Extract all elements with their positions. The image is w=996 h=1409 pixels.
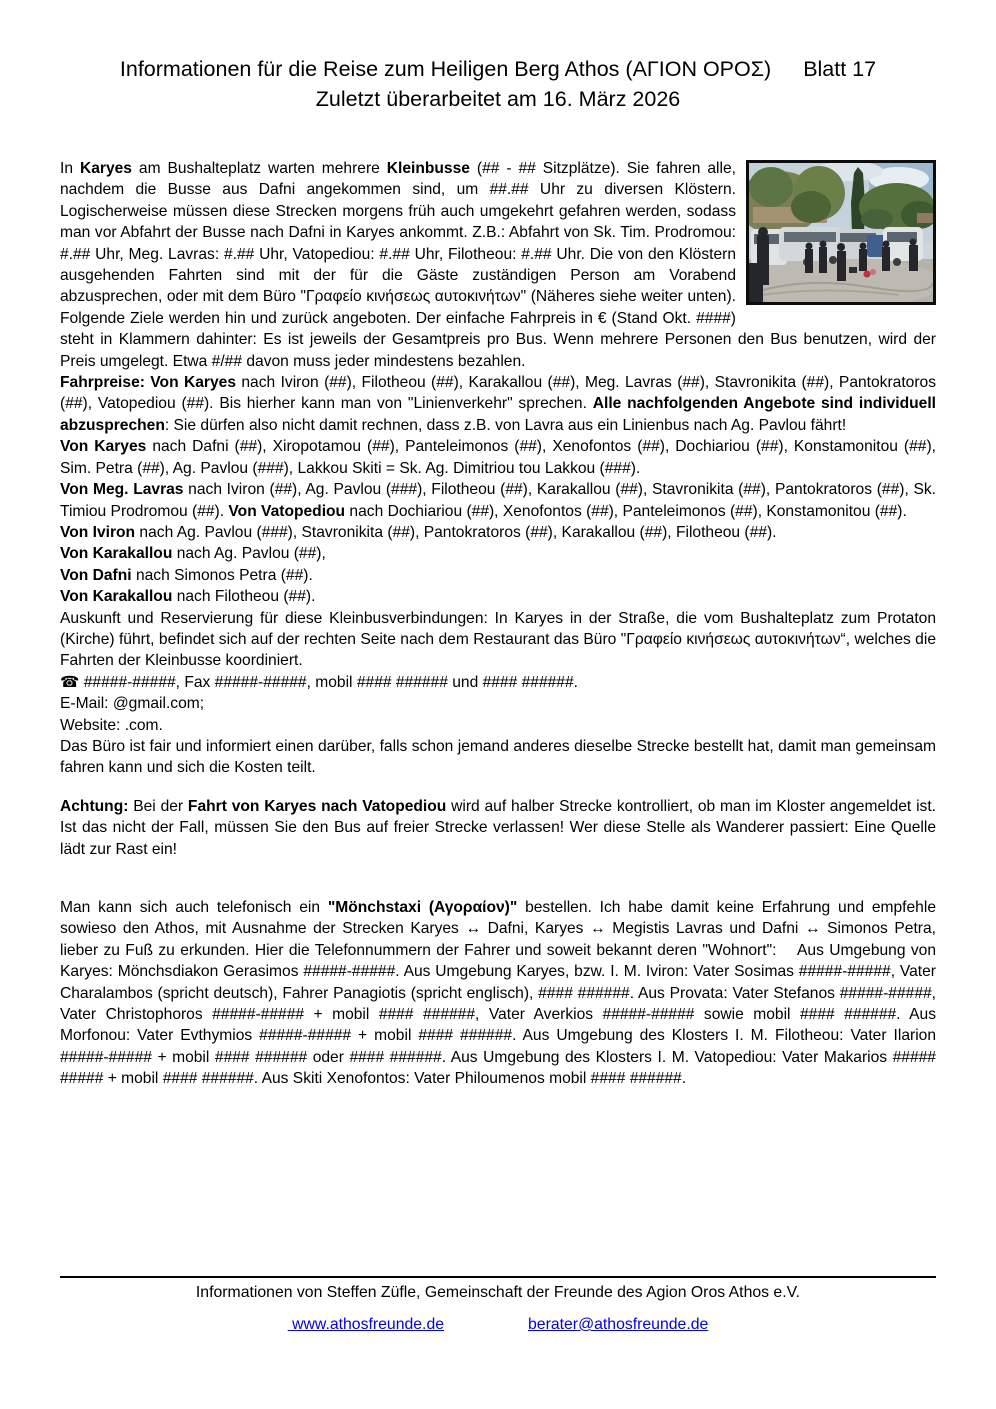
phone-numbers-text: ☎ #####-#####, Fax #####-#####, mobil #### ###### und #### ######. [60,673,578,691]
paragraph-text: Achtung: Bei der Fahrt von Karyes nach Vatopediou wird auf halber Strecke kontrolliert, ob man im Kloster angemeldet ist. Ist das nicht der Fall, müssen Sie den Bus auf freier Strecke verlassen! Wer diese Stelle als Wanderer passiert: Eine Quelle lädt zur Rast ein! [60,797,936,858]
paragraph-auskunft [60,608,936,672]
paragraph-telefon [60,672,936,693]
paragraph-von-iviron [60,522,936,543]
website-link[interactable]: www.athosfreunde.de [287,1316,445,1333]
paragraph-von-karakallou-pavlou [60,543,936,564]
paragraph-achtung [60,796,936,860]
paragraph-website [60,715,936,736]
paragraph-text: Auskunft und Reservierung für diese Kleinbusverbindungen: In Karyes in der Straße, die vom Bushalteplatz zum Protaton (Kirche) führt, befindet sich auf der rechten Seite nach dem Restaurant das Büro "Γραφείο κινήσεως αυτοκινήτων“, welches die Fahrten der Kleinbusse koordiniert. [60,609,936,670]
paragraph-moenchstaxi [60,897,936,1090]
paragraph-email [60,693,936,714]
page-subtitle: Zuletzt überarbeitet am 16. März 2026 [315,87,681,111]
red-bag [864,271,871,278]
paragraph-text: Von Karyes nach Dafni (##), Xiropotamou (##), Panteleimonos (##), Xenofontos (##), Dochiariou (##), Konstamonitou (##), Sim. Petra (##), Ag. Pavlou (###), Lakkou Skiti = Sk. Ag. Dimitriou tou Lakkou (###). [60,438,936,477]
footer-organization: Informationen von Steffen Züfle, Gemeinschaft der Freunde des Agion Oros Athos e.V. [195,1284,801,1301]
bus-stop-photo-illustration [749,163,933,302]
page-title-text: Informationen für die Reise zum Heiligen Berg Athos (ΑΓΙΟΝ ΟΡΟΣ) [119,57,772,81]
paragraph-buero-fair [60,736,936,779]
footer-links [60,1316,936,1334]
photo-karyes-bus-stop [746,160,936,305]
paragraph-fahrpreise [60,372,936,436]
paragraph-text: Das Büro ist fair und informiert einen darüber, falls schon jemand anderes dieselbe Strecke bestellt hat, damit man gemeinsam fahren kann und sich die Kosten teilt. [60,737,936,777]
paragraph-text: Von Iviron nach Ag. Pavlou (###), Stavronikita (##), Pantokratoros (##), Karakallou (##), Filotheou (##). [60,523,777,541]
page-footer [60,1276,936,1334]
paragraph-von-meg-lavras [60,479,936,522]
paragraph-von-dafni [60,565,936,586]
paragraph-text: Von Karakallou nach Ag. Pavlou (##), [60,545,326,563]
paragraph-von-karakallou-filotheou [60,586,936,607]
page-title [0,54,996,84]
email-link[interactable]: berater@athosfreunde.de [528,1316,709,1333]
document-body [60,158,936,1090]
email-text: E-Mail: @gmail.com; [60,695,205,713]
paragraph-text: In Karyes am Bushalteplatz warten mehrere Kleinbusse (## - ## Sitzplätze). Sie fahren alle, nachdem die Busse aus Dafni angekommen sind, um ##.## Uhr zu diversen Klöstern. Logischerweise müssen diese Strecken morgens früh auch umgekehrt gefahren werden, sodass man vor Abfahrt der Busse nach Dafni in Karyes ankommt. Z.B.: Abfahrt von Sk. Tim. Prodromou: #.## Uhr, Meg. Lavras: #.## Uhr, Vatopediou: #.## Uhr, Filotheou: #.## Uhr. Die von den Klöstern ausgehenden Fahrten sind mit der für die Gäste zuständigen Person am Vorabend abzusprechen, oder mit dem Büro "Γραφείο κινήσεως αυτοκινήτων" (Näheres siehe weiter unten). Folgende Ziele werden hin und zurück angeboten. Der einfache Fahrpreis in € (Stand Okt. ####) steht in Klammern dahinter: Es ist jeweils der Gesamtpreis pro Bus. Wenn mehrere Personen den Bus benutzen, wird der Preis umgelegt. Etwa #/## davon muss jeder mindestens bezahlen. [60,160,936,370]
paragraph-text: Von Dafni nach Simonos Petra (##). [60,566,313,584]
paragraph-karyes-intro [60,158,936,372]
paragraph-text: Von Karakallou nach Filotheou (##). [60,588,316,606]
paragraph-text: Von Meg. Lavras nach Iviron (##), Ag. Pavlou (###), Filotheou (##), Karakallou (##), Stavronikita (##), Pantokratoros (##), Sk. Timiou Prodromou (##). Von Vatopediou nach Dochiariou (##), Xenofontos (##), Panteleimonos (##), Konstamonitou (##). [60,481,936,520]
paragraph-text: Fahrpreise: Von Karyes nach Iviron (##), Filotheou (##), Karakallou (##), Meg. Lavras (##), Stavronikita (##), Pantokratoros (##), Vatopediou (##). Bis hierher kann man von "Linienverkehr" sprechen. Alle nachfolgenden Angebote sind individuell abzusprechen: Sie dürfen also nicht damit rechnen, dass z.B. von Lavra aus ein Linienbus nach Ag. Pavlou fährt! [60,374,936,434]
paragraph-von-karyes [60,436,936,479]
website-text: Website: .com. [60,716,163,734]
sheet-number: Blatt 17 [803,57,877,81]
page-header [0,0,996,114]
paragraph-text: Man kann sich auch telefonisch ein "Mönchstaxi (Αγοραίον)" bestellen. Ich habe damit keine Erfahrung und empfehle sowieso den Athos, mit Ausnahme der Strecken Karyes ↔ Dafni, Karyes ↔ Megistis Lavras und Dafni ↔ Simonos Petra, lieber zu Fuß zu erkunden. Hier die Telefonnummern der Fahrer und soweit bekannt deren "Wohnort": Aus Umgebung von Karyes: Mönchsdiakon Gerasimos #####-#####. Aus Umgebung Karyes, bzw. I. M. Iviron: Vater Sosimas #####-#####, Vater Charalambos (spricht deutsch), Fahrer Panagiotis (spricht englisch), #### ######. Aus Provata: Vater Stefanos #####-#####, Vater Christophoros #####-##### + mobil #### ######, Vater Averkios #####-##### sowie mobil #### ######. Aus Morfonou: Vater Evthymios #####-##### + mobil #### ######. Aus Umgebung des Klosters I. M. Filotheou: Vater Ilarion #####-##### + mobil #### ###### oder #### ######. Aus Umgebung des Klosters I. M. Vatopediou: Vater Makarios ##### ##### + mobil #### ######. Aus Skiti Xenofontos: Vater Philoumenos mobil #### ######. [60,899,936,1088]
